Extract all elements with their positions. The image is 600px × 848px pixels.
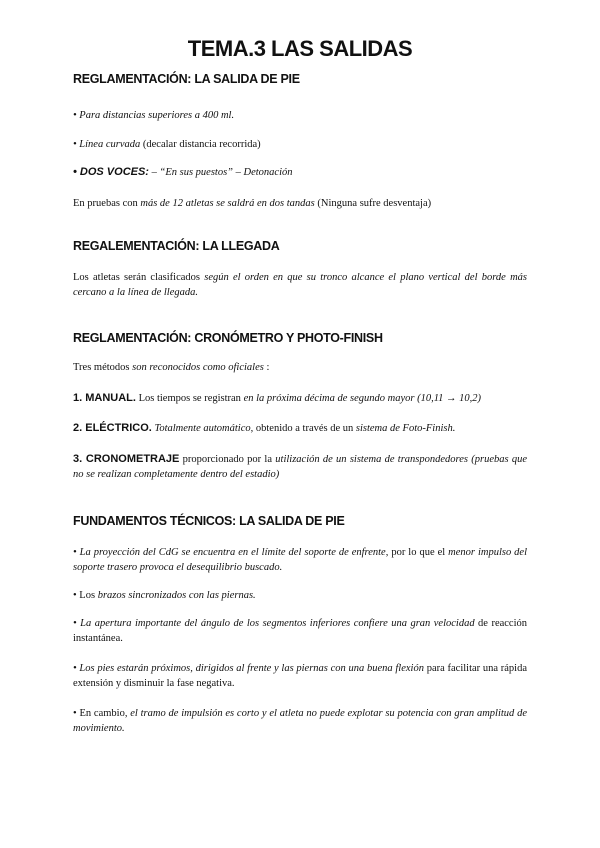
method-manual xyxy=(73,391,527,406)
bullet-linea-curvada xyxy=(73,137,527,152)
paragraph-tandas-pre: En pruebas con xyxy=(73,198,141,209)
method-cronometraje-italic: utilización de un sistema de transpondedores (pruebas que no se realizan completamente dentro del estadio) xyxy=(73,454,527,480)
method-manual-text: Los tiempos se registran xyxy=(135,393,244,404)
paragraph-metodos xyxy=(73,360,527,375)
fundamento-apertura-text: de reacción instantánea. xyxy=(73,618,528,644)
method-manual-label: 1. MANUAL. xyxy=(73,392,136,404)
fundamento-impulsion-italic: el tramo de impulsión es corto y el atleta no puede explotar su potencia con gran amplitud de movimiento. xyxy=(73,708,528,734)
paragraph-llegada xyxy=(73,270,527,300)
paragraph-llegada-italic: según el orden en que su tronco alcance el plano vertical del borde más cercano a la línea de llegada. xyxy=(73,272,527,298)
paragraph-metodos-pre: Tres métodos xyxy=(73,362,133,373)
fundamento-pies-text: para facilitar una rápida extensión y disminuir la fase negativa. xyxy=(73,663,527,689)
fundamento-pies-italic: • Los pies estarán próximos, dirigidos al frente y las piernas con una buena flexión xyxy=(73,663,424,674)
bullet-distancias xyxy=(73,108,527,123)
bullet-linea-curvada-text: (decalar distancia recorrida) xyxy=(140,139,261,150)
method-electrico-italic: Totalmente automático, xyxy=(151,423,254,434)
fundamento-cdg-italic: • La proyección del CdG se encuentra en el límite del soporte de enfrente xyxy=(73,547,386,558)
paragraph-tandas xyxy=(73,196,527,211)
paragraph-tandas-italic: más de 12 atletas se saldrá en dos tandas xyxy=(140,198,315,209)
fundamento-brazos xyxy=(73,588,527,603)
fundamento-brazos-text: • Los xyxy=(73,590,98,601)
heading-salida-de-pie: REGLAMENTACIÓN: LA SALIDA DE PIE xyxy=(73,72,300,86)
fundamento-cdg-italic2: menor impulso del soporte trasero provoca el desequilibrio buscado. xyxy=(73,547,527,573)
paragraph-tandas-post: (Ninguna sufre desventaja) xyxy=(314,198,432,209)
paragraph-metodos-post: : xyxy=(263,362,270,373)
method-electrico xyxy=(73,421,527,436)
bullet-dos-voces-label: • DOS VOCES: xyxy=(73,166,149,178)
method-electrico-italic2: sistema de Foto-Finish. xyxy=(355,423,456,434)
paragraph-llegada-pre: Los atletas serán clasificados xyxy=(73,272,205,283)
fundamento-apertura-italic: • La apertura importante del ángulo de los segmentos inferiores confiere una gran velocidad xyxy=(73,618,475,629)
bullet-dos-voces-text: – “En sus puestos” – Detonación xyxy=(148,167,293,178)
paragraph-metodos-italic: son reconocidos como oficiales xyxy=(132,362,264,373)
fundamento-apertura xyxy=(73,616,527,646)
heading-llegada: REGALEMENTACIÓN: LA LLEGADA xyxy=(73,239,280,253)
bullet-dos-voces xyxy=(73,165,527,180)
method-electrico-text: obtenido a través de un xyxy=(253,423,356,434)
fundamento-impulsion xyxy=(73,706,527,736)
heading-fundamentos: FUNDAMENTOS TÉCNICOS: LA SALIDA DE PIE xyxy=(73,514,345,528)
bullet-linea-curvada-italic: • Línea curvada xyxy=(73,139,141,150)
fundamento-brazos-italic: brazos sincronizados con las piernas. xyxy=(97,590,256,601)
heading-cronometro: REGLAMENTACIÓN: CRONÓMETRO Y PHOTO-FINISH xyxy=(73,331,383,345)
method-manual-italic: en la próxima décima de segundo mayor (10,11 → 10,2) xyxy=(243,393,482,404)
method-cronometraje xyxy=(73,452,527,482)
page-title: TEMA.3 LAS SALIDAS xyxy=(187,36,413,61)
method-electrico-label: 2. ELÉCTRICO. xyxy=(73,422,152,434)
fundamento-cdg-text: , por lo que el xyxy=(385,547,449,558)
fundamento-pies xyxy=(73,661,527,691)
fundamento-cdg xyxy=(73,545,527,575)
bullet-distancias-text: • Para distancias superiores a 400 ml. xyxy=(73,110,235,121)
fundamento-impulsion-text: • En cambio, xyxy=(73,708,131,719)
method-cronometraje-text: proporcionado por la xyxy=(179,454,276,465)
method-cronometraje-label: 3. CRONOMETRAJE xyxy=(73,453,180,465)
